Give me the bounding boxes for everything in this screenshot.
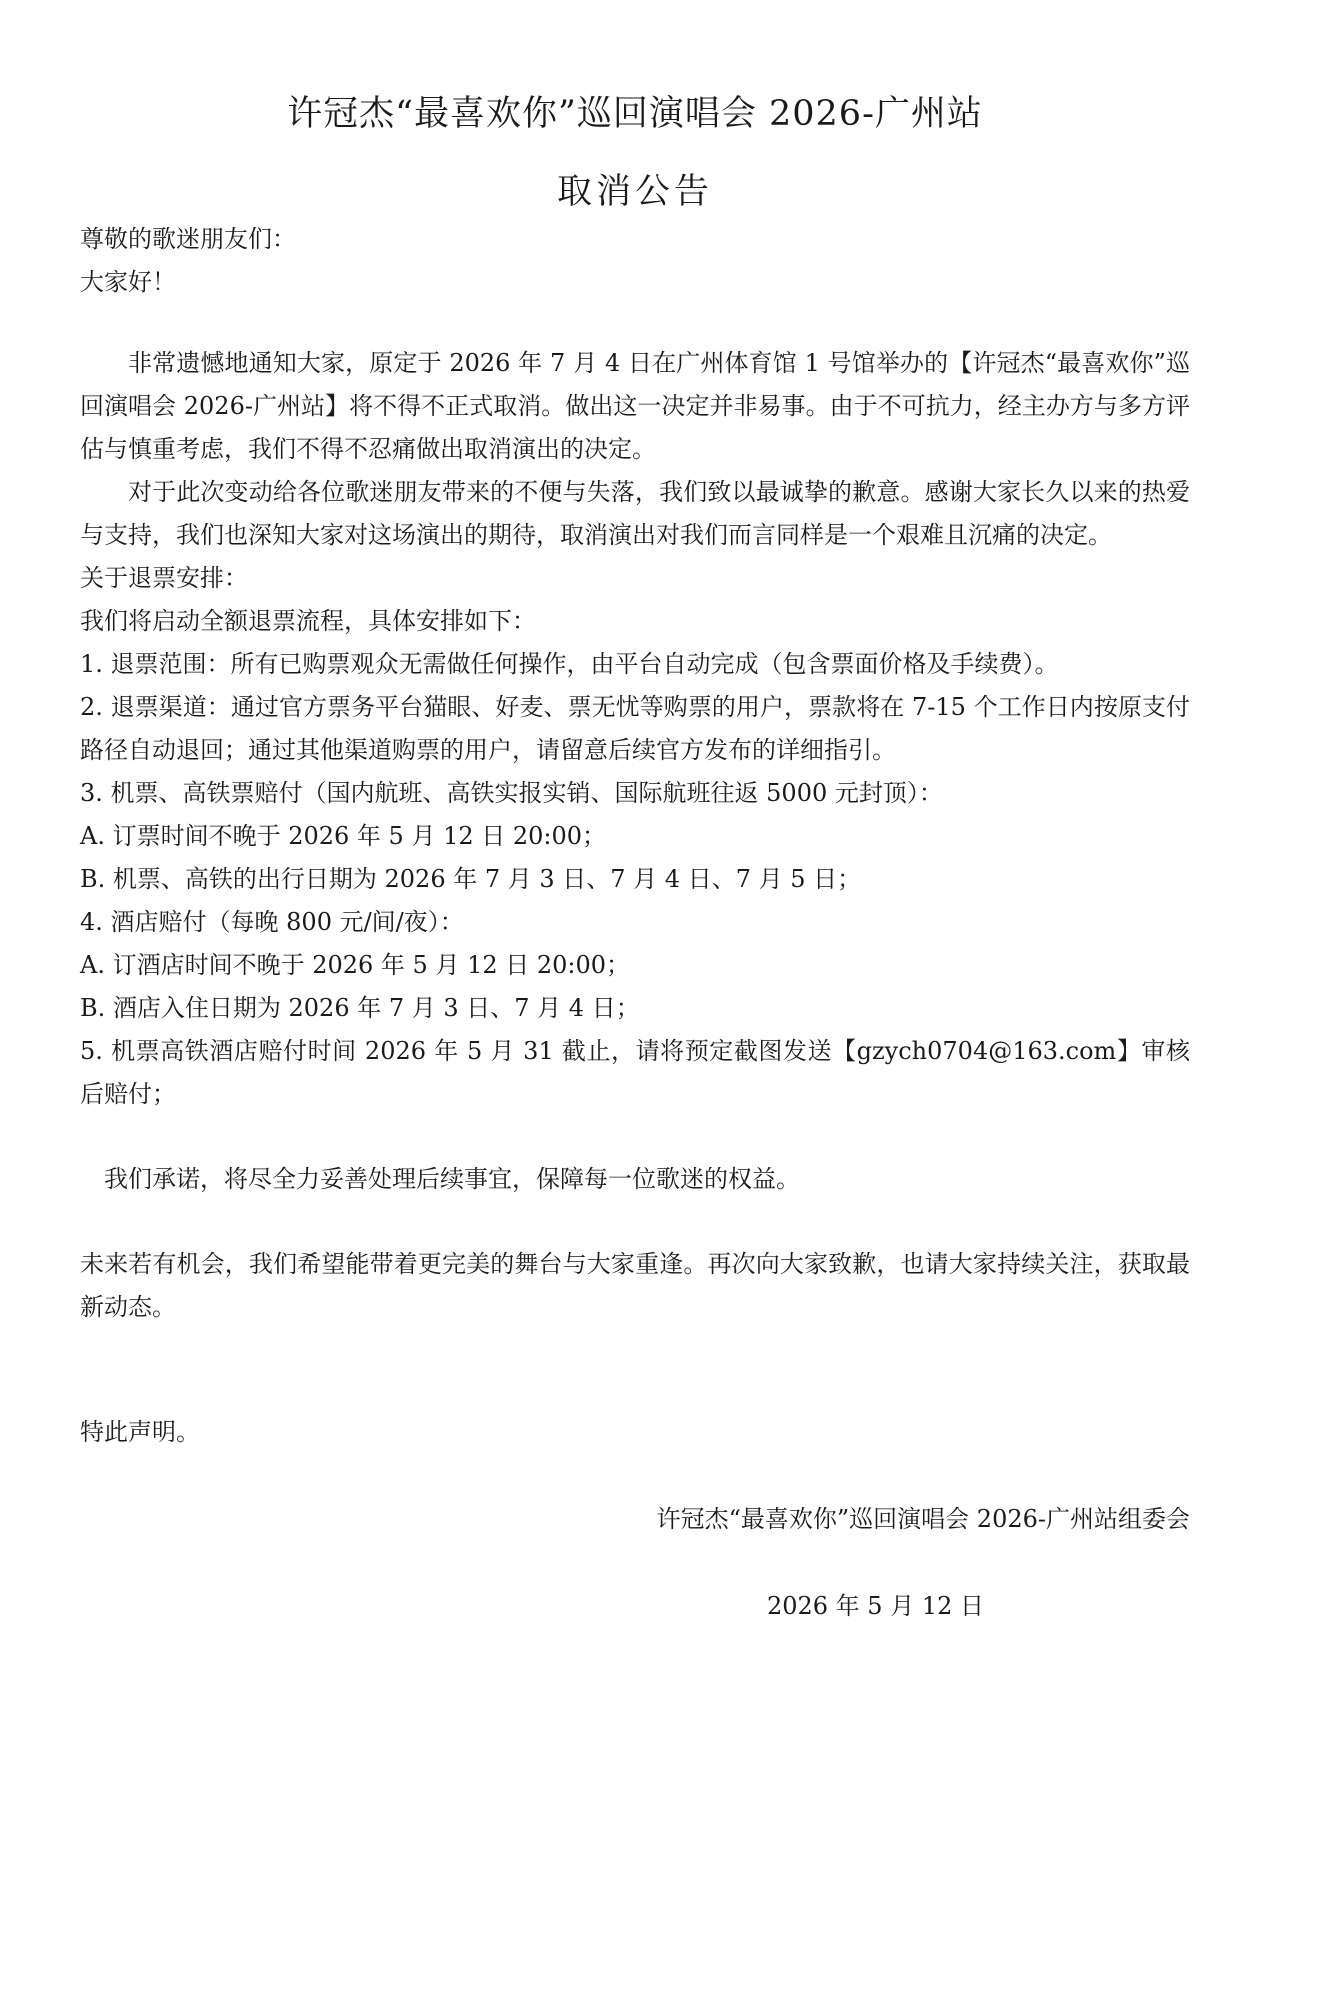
refund-item: 3. 机票、高铁票赔付（国内航班、高铁实报实销、国际航班往返 5000 元封顶）： (80, 779, 943, 807)
greeting: 大家好！ (80, 268, 176, 296)
refund-intro: 我们将启动全额退票流程，具体安排如下： (80, 607, 536, 635)
refund-item: 4. 酒店赔付（每晚 800 元/间/夜）： (80, 908, 464, 936)
announcement-document (80, 88, 1190, 1628)
document-subtitle: 取消公告 (556, 172, 713, 212)
refund-item: B. 机票、高铁的出行日期为 2026 年 7 月 3 日、7 月 4 日、7 月 5 日； (80, 865, 862, 893)
refund-item: A. 订酒店时间不晚于 2026 年 5 月 12 日 20:00； (80, 951, 631, 979)
paragraph-cancellation: 非常遗憾地通知大家，原定于 2026 年 7 月 4 日在广州体育馆 1 号馆举办的【许冠杰“最喜欢你”巡回演唱会 2026-广州站】将不得不正式取消。做出这一决定并非易事。由于不可抗力，经主办方与多方评估与慎重考虑，我们不得不忍痛做出取消演出的决定。 (80, 349, 1190, 463)
refund-item: 1. 退票范围：所有已购票观众无需做任何操作，由平台自动完成（包含票面价格及手续费）。 (80, 650, 1059, 678)
future-text: 未来若有机会，我们希望能带着更完美的舞台与大家重逢。再次向大家致歉，也请大家持续关注，获取最新动态。 (80, 1250, 1190, 1321)
paragraph-apology: 对于此次变动给各位歌迷朋友带来的不便与失落，我们致以最诚挚的歉意。感谢大家长久以来的热爱与支持，我们也深知大家对这场演出的期待，取消演出对我们而言同样是一个艰难且沉痛的决定。 (80, 478, 1190, 549)
refund-item: A. 订票时间不晚于 2026 年 5 月 12 日 20:00； (80, 822, 607, 850)
refund-item: 2. 退票渠道：通过官方票务平台猫眼、好麦、票无忧等购票的用户，票款将在 7-15 个工作日内按原支付路径自动退回；通过其他渠道购票的用户，请留意后续官方发布的详细指引。 (80, 693, 1190, 764)
document-title: 许冠杰“最喜欢你”巡回演唱会 2026-广州站 (287, 94, 983, 134)
refund-heading: 关于退票安排： (80, 564, 248, 592)
salutation: 尊敬的歌迷朋友们： (80, 225, 296, 253)
promise-text: 我们承诺，将尽全力妥善处理后续事宜，保障每一位歌迷的权益。 (104, 1165, 800, 1193)
signature: 许冠杰“最喜欢你”巡回演唱会 2026-广州站组委会 (656, 1505, 1190, 1533)
statement-text: 特此声明。 (80, 1418, 200, 1446)
signature-date: 2026 年 5 月 12 日 (766, 1592, 984, 1620)
refund-item: 5. 机票高铁酒店赔付时间 2026 年 5 月 31 截止，请将预定截图发送【gzych0704@163.com】审核后赔付； (80, 1037, 1190, 1108)
refund-section (80, 557, 1190, 1116)
document-body (80, 218, 1190, 1628)
refund-item: B. 酒店入住日期为 2026 年 7 月 3 日、7 月 4 日； (80, 994, 640, 1022)
